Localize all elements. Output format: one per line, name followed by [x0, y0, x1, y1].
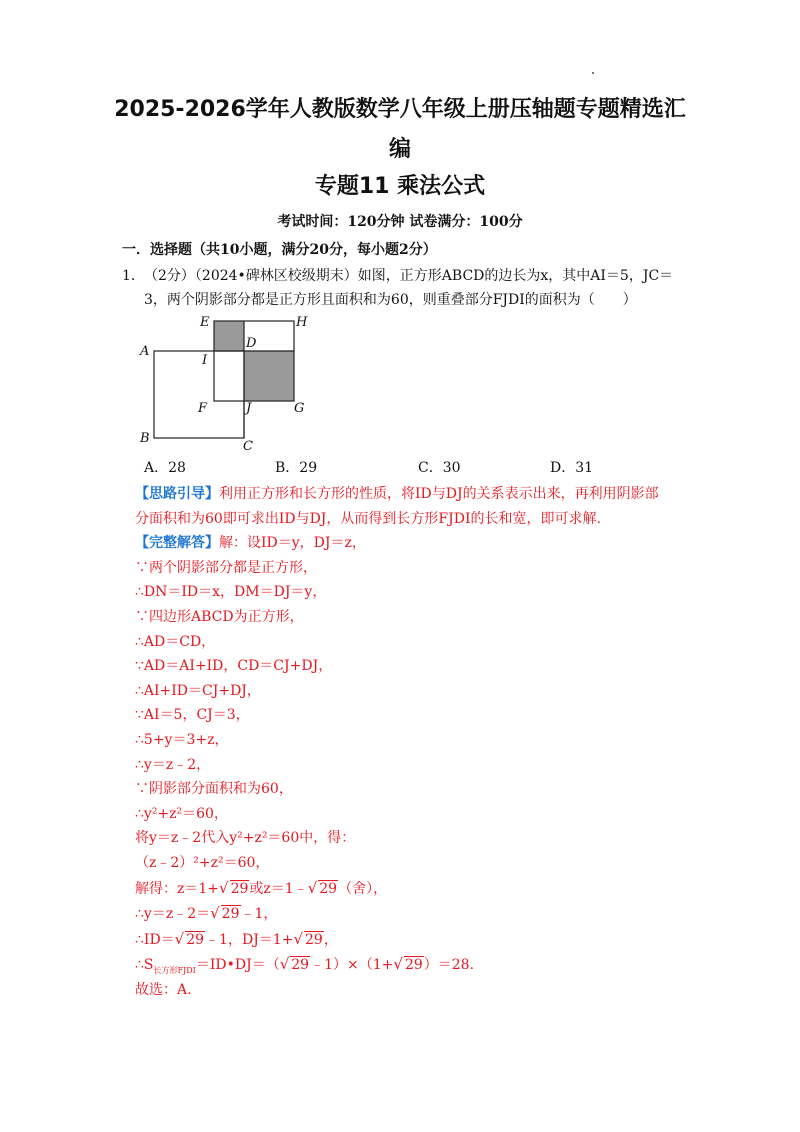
solution-y-line: ∴y＝z﹣2＝√ 29﹣1，: [135, 904, 278, 923]
hint-line2: 分面积和为60即可求出ID与DJ，从而得到长方形FJDI的长和宽，即可求解.: [135, 510, 601, 527]
option-d: D．31: [550, 460, 594, 476]
solution-step: ∵AD＝AI+ID，CD＝CJ+DJ，: [135, 658, 333, 675]
question-text-line1: （2分）（2024•碑林区校级期末）如图，正方形ABCD的边长为x，其中AI＝5，JC＝: [144, 268, 674, 284]
solution-step: ∵四边形ABCD为正方形，: [135, 608, 304, 625]
label-a: A: [140, 344, 150, 359]
label-e: E: [200, 315, 210, 330]
page-title-line2: 编: [388, 137, 411, 162]
answer-line0: [135, 531, 695, 556]
corner-mark: [592, 72, 594, 74]
solution-step: ∴DN＝ID＝x，DM＝DJ＝y，: [135, 584, 327, 601]
hint-line1: [135, 482, 695, 507]
solution-step: 将y＝z﹣2代入y²+z²＝60中，得：: [135, 830, 356, 847]
label-h: H: [296, 315, 308, 330]
radicand: 29: [319, 880, 338, 897]
final-answer: 故选：A.: [135, 981, 192, 998]
radicand: 29: [404, 957, 423, 974]
solution-step: ∵AI＝5，CJ＝3，: [135, 707, 250, 724]
shaded-square-large: [244, 351, 294, 401]
question-1: [122, 264, 682, 312]
page-title-line1: 2025-2026学年人教版数学八年级上册压轴题专题精选汇: [114, 97, 686, 122]
question-text-line2: 3，两个阴影部分都是正方形且面积和为60，则重叠部分FJDI的面积为（ ）: [144, 292, 637, 308]
solution-step: ∵阴影部分面积和为60，: [135, 781, 293, 798]
solution-step: 解：设ID＝y，DJ＝z，: [219, 535, 366, 552]
answer-tag: 【完整解答】: [135, 535, 219, 552]
topic-title: 专题11 乘法公式: [314, 174, 486, 199]
solution-area-line: $\therefore S_{长方形FJDI}=ID•DJ=(√$ 29﹣1）×（1+√ 29）＝28.: [135, 955, 475, 976]
question-number: 1．: [122, 268, 145, 284]
label-b: B: [140, 431, 150, 446]
geometry-figure: [130, 308, 330, 458]
section-heading: 一．选择题（共10小题，满分20分，每小题2分）: [122, 242, 437, 258]
hint-tag: 【思路引导】: [135, 486, 219, 502]
label-f: F: [198, 401, 208, 416]
solution-step: （z﹣2）²+z²＝60，: [135, 854, 270, 871]
square-abcd: [154, 351, 244, 438]
option-c: C．30: [418, 460, 461, 476]
option-a: A．28: [144, 460, 186, 476]
solution-solve-line: 解得：z＝1+√ 29或z＝1﹣√ 29（舍），: [135, 878, 388, 897]
solution-step: ∴AD＝CD，: [135, 633, 216, 650]
solution: [135, 482, 695, 1002]
label-d: D: [246, 336, 257, 351]
radicand: 29: [305, 931, 323, 948]
solution-step: ∴y²+z²＝60，: [135, 805, 228, 822]
solution-step: ∴y＝z﹣2，: [135, 756, 211, 773]
hint-text1: 利用正方形和长方形的性质，将ID与DJ的关系表示出来，再利用阴影部: [219, 486, 659, 502]
solution-id-line: ∴ID＝√ 29﹣1，DJ＝1+√ 29，: [135, 929, 338, 948]
label-i: I: [202, 353, 208, 368]
radicand: 29: [221, 906, 240, 923]
shaded-square-small: [214, 321, 244, 351]
radicand: 29: [291, 957, 310, 974]
radicand: 29: [186, 931, 205, 948]
label-c: C: [243, 439, 253, 454]
exam-info: 考试时间：120分钟 试卷满分：100分: [277, 214, 523, 230]
solution-step: ∴5+y＝3+z，: [135, 731, 229, 748]
radicand: 29: [230, 880, 249, 897]
label-j: J: [246, 401, 252, 416]
label-g: G: [294, 401, 305, 416]
solution-step: ∴AI+ID＝CJ+DJ，: [135, 682, 261, 699]
option-b: B．29: [275, 460, 318, 476]
solution-step: ∵两个阴影部分都是正方形，: [135, 559, 317, 576]
